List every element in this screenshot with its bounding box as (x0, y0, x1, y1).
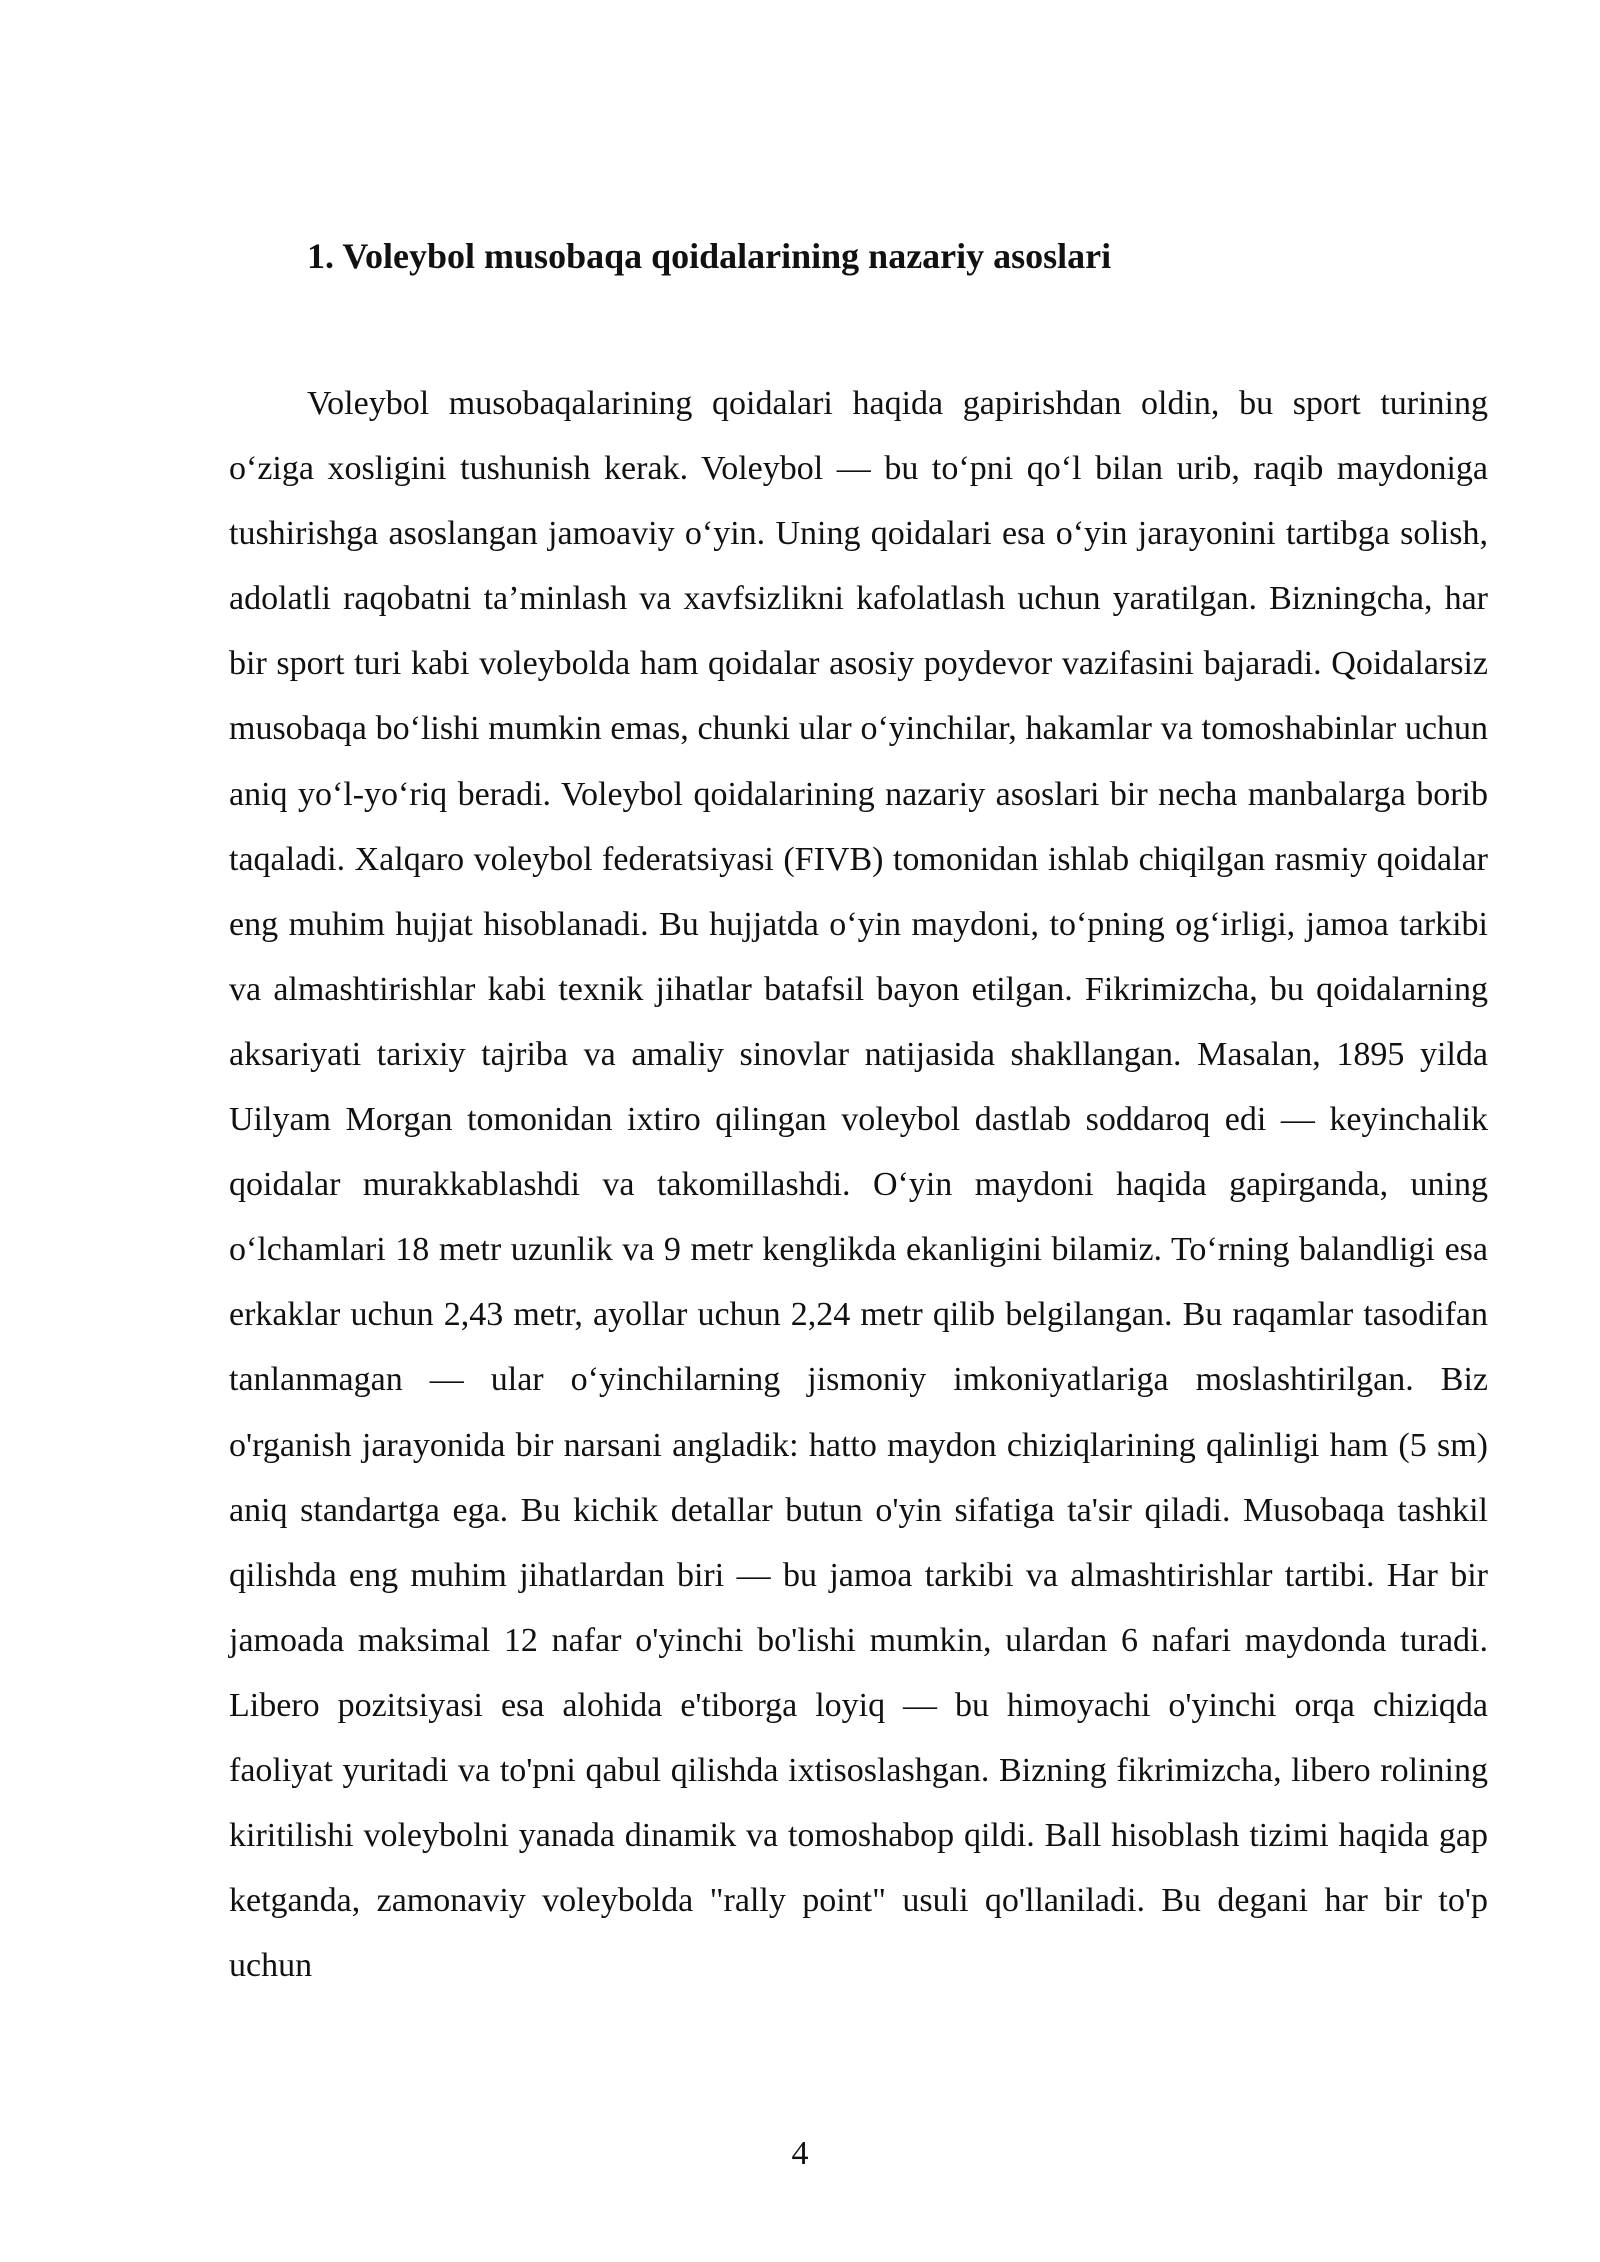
body-paragraph: Voleybol musobaqalarining qoidalari haqida gapirishdan oldin, bu sport turining o‘ziga xosligini tushunish kerak. Voleybol — bu to‘pni qo‘l bilan urib, raqib maydoniga tushirishga asoslangan jamoaviy o‘yin. Uning qoidalari esa o‘yin jarayonini tartibga solish, adolatli raqobatni ta’minlash va xavfsizlikni kafolatlash uchun yaratilgan. Bizningcha, har bir sport turi kabi voleybolda ham qoidalar asosiy poydevor vazifasini bajaradi. Qoidalarsiz musobaqa bo‘lishi mumkin emas, chunki ular o‘yinchilar, hakamlar va tomoshabinlar uchun aniq yo‘l-yo‘riq beradi. Voleybol qoidalarining nazariy asoslari bir necha manbalarga borib taqaladi. Xalqaro voleybol federatsiyasi (FIVB) tomonidan ishlab chiqilgan rasmiy qoidalar eng muhim hujjat hisoblanadi. Bu hujjatda o‘yin maydoni, to‘pning og‘irligi, jamoa tarkibi va almashtirishlar kabi texnik jihatlar batafsil bayon etilgan. Fikrimizcha, bu qoidalarning aksariyati tarixiy tajriba va amaliy sinovlar natijasida shakllangan. Masalan, 1895 yilda Uilyam Morgan tomonidan ixtiro qilingan voleybol dastlab soddaroq edi — keyinchalik qoidalar murakkablashdi va takomillashdi. O‘yin maydoni haqida gapirganda, uning o‘lchamlari 18 metr uzunlik va 9 metr kenglikda ekanligini bilamiz. To‘rning balandligi esa erkaklar uchun 2,43 metr, ayollar uchun 2,24 metr qilib belgilangan. Bu raqamlar tasodifan tanlanmagan — ular o‘yinchilarning jismoniy imkoniyatlariga moslashtirilgan. Biz o'rganish jarayonida bir narsani angladik: hatto maydon chiziqlarining qalinligi ham (5 sm) aniq standartga ega. Bu kichik detallar butun o'yin sifatiga ta'sir qiladi. Musobaqa tashkil qilishda eng muhim jihatlardan biri — bu jamoa tarkibi va almashtirishlar tartibi. Har bir jamoada maksimal 12 nafar o'yinchi bo'lishi mumkin, ulardan 6 nafari maydonda turadi. Libero pozitsiyasi esa alohida e'tiborga loyiq — bu himoyachi o'yinchi orqa chiziqda faoliyat yuritadi va to'pni qabul qilishda ixtisoslashgan. Bizning fikrimizcha, libero rolining kiritilishi voleybolni yanada dinamik va tomoshabop qildi. Ball hisoblash tizimi haqida gap ketganda, zamonaviy voleybolda "rally point" usuli qo'llaniladi. Bu degani har bir to'p uchun (229, 385, 1488, 1985)
section-heading: 1. Voleybol musobaqa qoidalarining nazariy asoslari (307, 236, 1112, 276)
page-number: 4 (791, 2135, 809, 2172)
